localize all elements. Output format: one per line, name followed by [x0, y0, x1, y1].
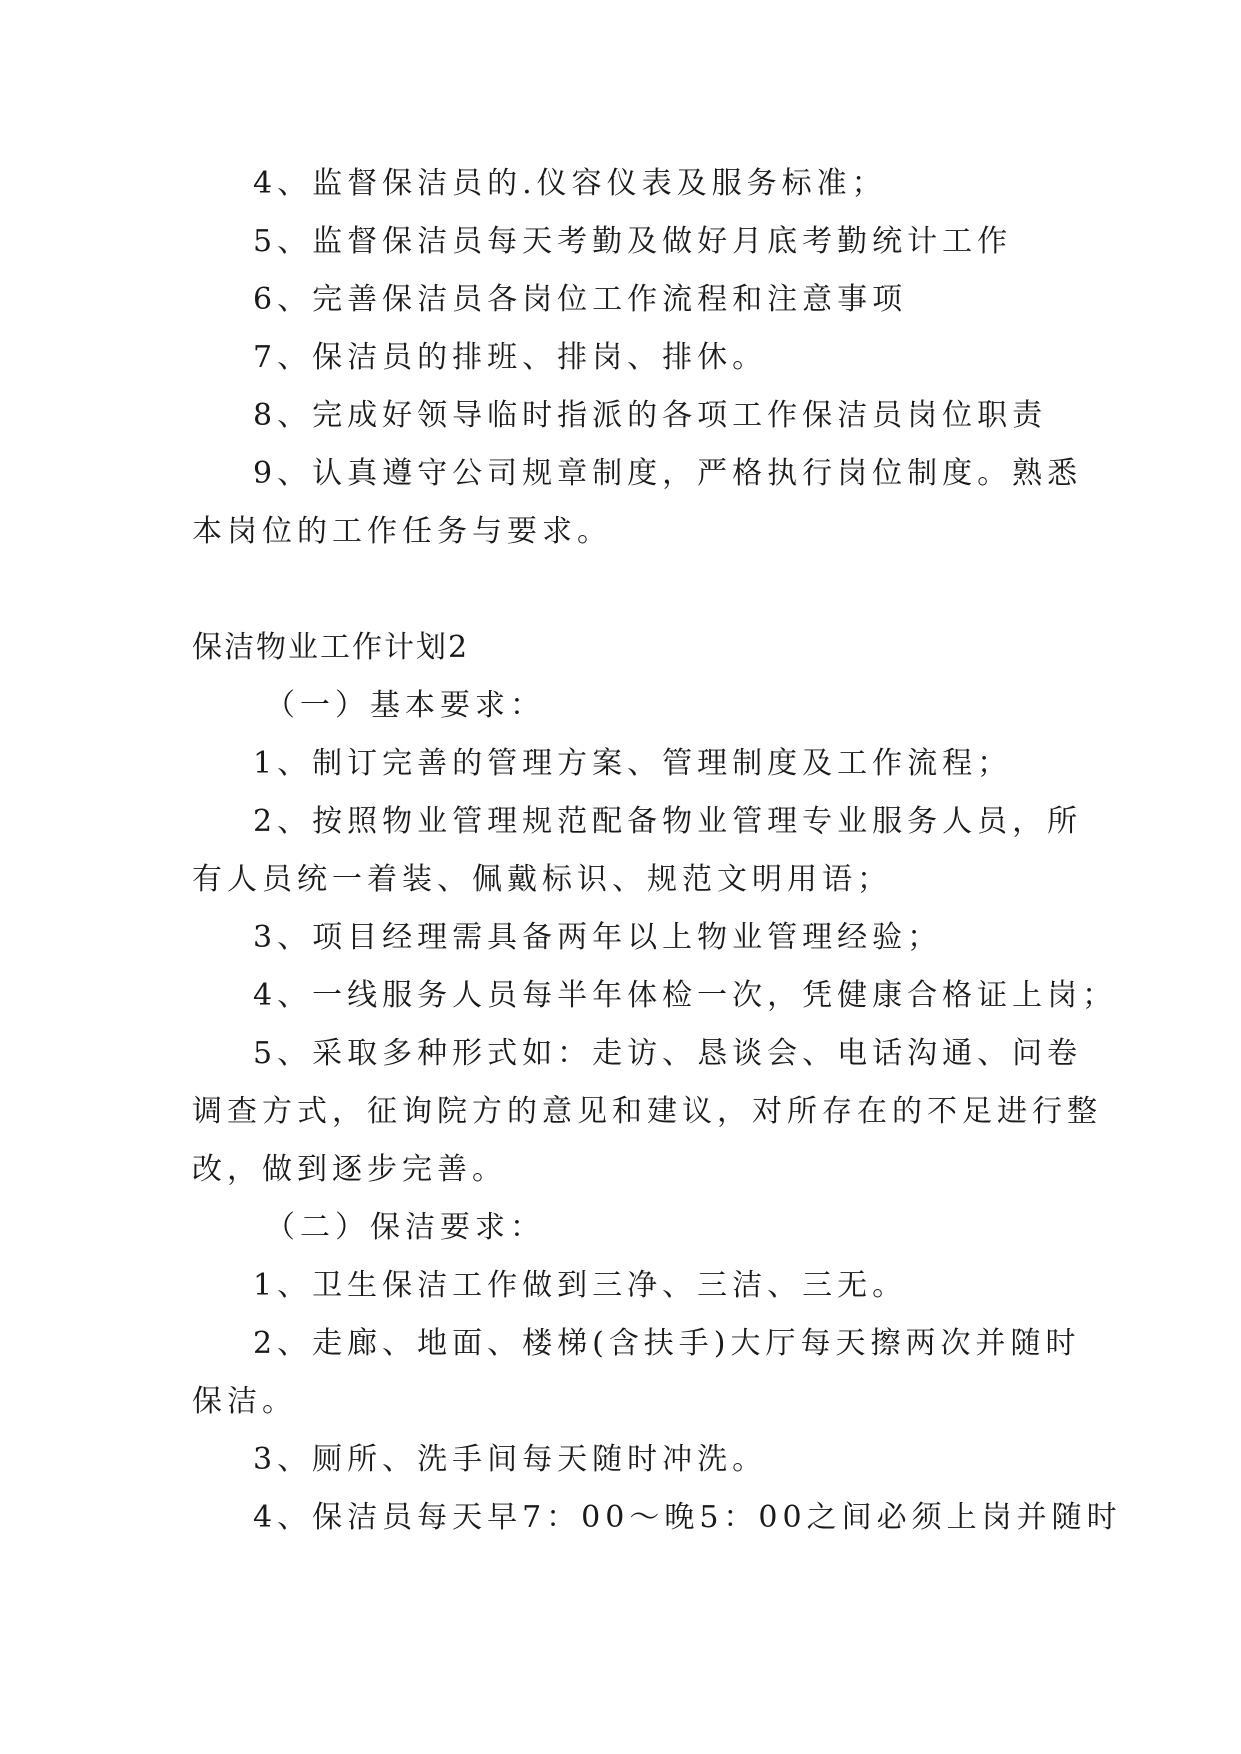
duty-item-6: 6、完善保洁员各岗位工作流程和注意事项 — [253, 282, 908, 317]
basic-item-5-continued-2: 改，做到逐步完善。 — [192, 1152, 507, 1187]
basic-requirements-heading: （一）基本要求： — [265, 688, 545, 723]
basic-item-3: 3、项目经理需具备两年以上物业管理经验； — [253, 920, 943, 955]
basic-item-1: 1、制订完善的管理方案、管理制度及工作流程； — [253, 746, 1013, 781]
plan-2-title: 保洁物业工作计划2 — [192, 630, 470, 665]
basic-item-5: 5、采取多种形式如：走访、恳谈会、电话沟通、问卷 — [253, 1036, 1083, 1071]
cleaning-requirements-heading: （二）保洁要求： — [265, 1210, 545, 1245]
duty-item-8: 8、完成好领导临时指派的各项工作保洁员岗位职责 — [253, 398, 1048, 433]
cleaning-item-1: 1、卫生保洁工作做到三净、三洁、三无。 — [253, 1268, 908, 1303]
duty-item-5: 5、监督保洁员每天考勤及做好月底考勤统计工作 — [253, 224, 1013, 259]
duty-item-9-continued: 本岗位的工作任务与要求。 — [192, 514, 612, 549]
cleaning-item-2-continued: 保洁。 — [192, 1384, 297, 1419]
cleaning-item-2: 2、走廊、地面、楼梯(含扶手)大厅每天擦两次并随时 — [253, 1326, 1081, 1361]
basic-item-2-continued: 有人员统一着装、佩戴标识、规范文明用语； — [192, 862, 892, 897]
basic-item-2: 2、按照物业管理规范配备物业管理专业服务人员，所 — [253, 804, 1083, 839]
duty-item-9: 9、认真遵守公司规章制度，严格执行岗位制度。熟悉 — [253, 456, 1083, 491]
basic-item-5-continued: 调查方式，征询院方的意见和建议，对所存在的不足进行整 — [192, 1094, 1102, 1129]
cleaning-item-3: 3、厕所、洗手间每天随时冲洗。 — [253, 1442, 768, 1477]
cleaning-item-4: 4、保洁员每天早7：00～晚5：00之间必须上岗并随时 — [253, 1500, 1122, 1535]
basic-item-4: 4、一线服务人员每半年体检一次，凭健康合格证上岗； — [253, 978, 1118, 1013]
duty-item-7: 7、保洁员的排班、排岗、排休。 — [253, 340, 768, 375]
duty-item-4: 4、监督保洁员的.仪容仪表及服务标准； — [253, 166, 887, 201]
